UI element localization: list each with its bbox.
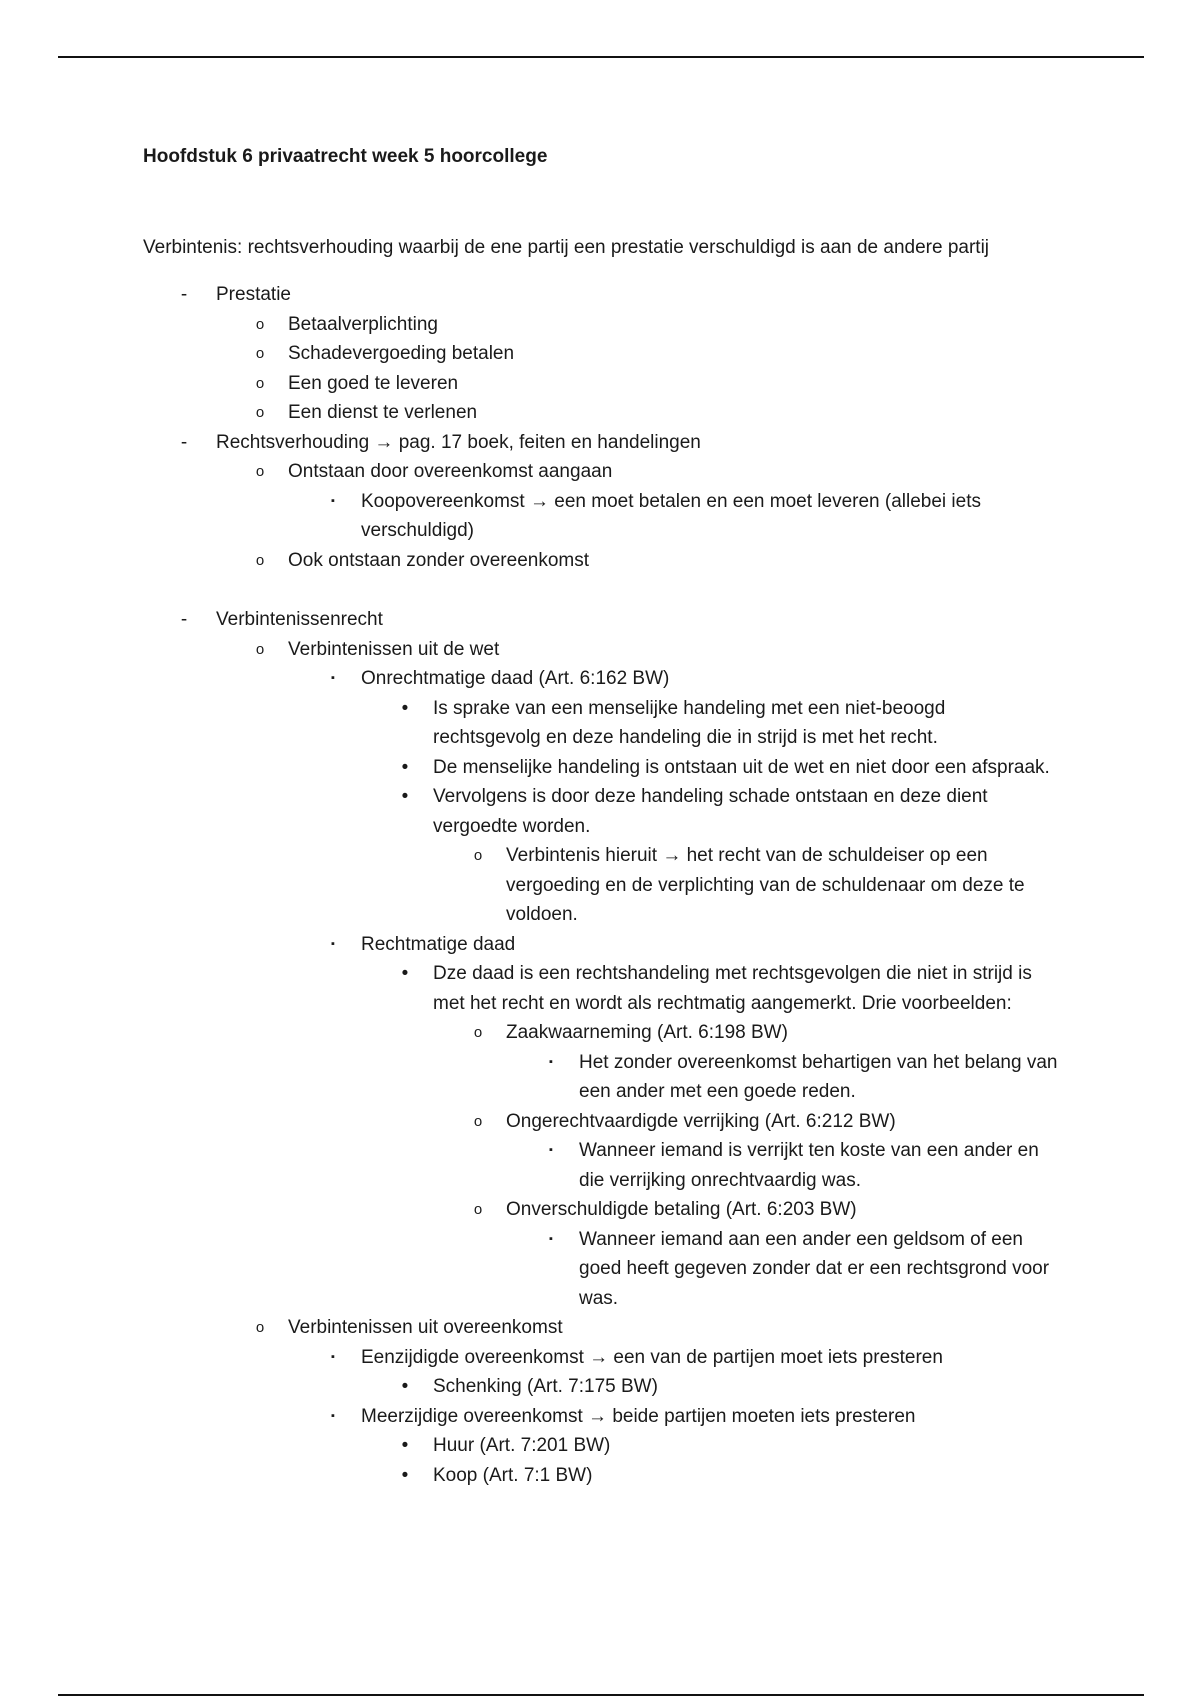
bottom-rule: [58, 1694, 1144, 1696]
outline-item-text: Ontstaan door overeenkomst aangaan: [288, 461, 613, 482]
outline-item: [0, 1402, 1200, 1432]
outline-list: [0, 280, 1200, 1490]
list-marker-bullet: •: [401, 963, 409, 984]
list-marker-bullet: •: [401, 786, 409, 807]
outline-item-text: Vervolgens is door deze handeling schade ontstaan en deze dient vergoedte worden.: [433, 786, 988, 837]
list-marker-bullet: •: [401, 1376, 409, 1397]
list-marker-circle: o: [255, 404, 265, 421]
list-marker-circle: o: [255, 1319, 265, 1336]
outline-item-text: Huur (Art. 7:201 BW): [433, 1435, 611, 1456]
outline-item: [0, 280, 1200, 310]
list-marker-square: ▪: [549, 1055, 553, 1068]
outline-item-text: Is sprake van een menselijke handeling met een niet-beoogd rechtsgevolg en deze handeling die in strijd is met het recht.: [433, 697, 946, 748]
list-marker-dash: -: [180, 609, 188, 630]
outline-item-text: Prestatie: [216, 284, 291, 305]
outline-item: [0, 369, 1200, 399]
page-title: Hoofdstuk 6 privaatrecht week 5 hoorcollege: [143, 146, 548, 167]
outline-item: [0, 1343, 1200, 1373]
outline-item-text: Ongerechtvaardigde verrijking (Art. 6:212 BW): [506, 1110, 896, 1132]
list-marker-circle: o: [473, 1112, 483, 1130]
list-marker-square: ▪: [549, 1232, 553, 1245]
outline-item-text: Een goed te leveren: [288, 372, 459, 394]
list-marker-circle: o: [255, 551, 265, 569]
outline-item-text: De menselijke handeling is ontstaan uit de wet en niet door een afspraak.: [433, 756, 1050, 778]
outline-item: [0, 1136, 1200, 1195]
outline-item: [0, 959, 1200, 1018]
outline-item: [0, 1313, 1200, 1343]
list-marker-square: ▪: [331, 672, 335, 684]
list-marker-square: ▪: [331, 1350, 335, 1363]
outline-item-text: Eenzijdigde overeenkomst → een van de partijen moet iets presteren: [361, 1346, 943, 1368]
intro-definition: Verbintenis: rechtsverhouding waarbij de ene partij een prestatie verschuldigd is aan de andere partij: [143, 237, 990, 258]
outline-item: [0, 457, 1200, 487]
outline-item-text: Dze daad is een rechtshandeling met rechtsgevolgen die niet in strijd is met het recht en wordt als rechtmatig aangemerkt. Drie voorbeelden:: [433, 963, 1032, 1014]
list-marker-dash: -: [180, 284, 188, 305]
list-marker-dash: -: [180, 431, 188, 453]
list-marker-circle: o: [473, 1024, 483, 1041]
outline-item: [0, 546, 1200, 576]
outline-item-text: Verbintenissenrecht: [216, 609, 383, 630]
outline-item: [0, 605, 1200, 635]
outline-item-text: Wanneer iemand is verrijkt ten koste van een ander en die verrijking onrechtvaardig was.: [579, 1140, 1039, 1191]
outline-item-text: Verbintenis hieruit → het recht van de schuldeiser op een vergoeding en de verplichting van de schuldenaar om deze te voldoen.: [506, 845, 1025, 925]
list-marker-circle: o: [255, 640, 265, 658]
outline-item-text: Rechtmatige daad: [361, 933, 516, 955]
outline-item-text: Wanneer iemand aan een ander een geldsom of een goed heeft gegeven zonder dat er een rechtsgrond voor was.: [579, 1228, 1050, 1309]
list-marker-circle: o: [255, 463, 265, 480]
list-marker-square: ▪: [331, 494, 335, 507]
outline-item: [0, 339, 1200, 369]
outline-item: [0, 1225, 1200, 1314]
outline-item: [0, 1195, 1200, 1225]
outline-item: [0, 930, 1200, 960]
outline-item-text: Een dienst te verlenen: [288, 402, 478, 423]
list-marker-bullet: •: [401, 756, 409, 778]
outline-item: [0, 398, 1200, 428]
outline-item-text: Meerzijdige overeenkomst → beide partijen moeten iets presteren: [361, 1405, 916, 1427]
outline-item: [0, 487, 1200, 546]
outline-item-text: Onrechtmatige daad (Art. 6:162 BW): [361, 668, 670, 689]
list-marker-circle: o: [255, 374, 265, 392]
outline-item: [0, 1018, 1200, 1048]
list-marker-circle: o: [473, 1201, 483, 1218]
list-marker-bullet: •: [401, 1464, 409, 1486]
outline-item-text: Ook ontstaan zonder overeenkomst: [288, 549, 590, 571]
outline-item: [0, 1372, 1200, 1402]
outline-item: [0, 1431, 1200, 1461]
outline-item-text: Schadevergoeding betalen: [288, 343, 515, 364]
outline-item: [0, 1107, 1200, 1137]
list-marker-square: ▪: [331, 1409, 335, 1422]
outline-item: [0, 753, 1200, 783]
outline-item: [0, 694, 1200, 753]
outline-item-text: Schenking (Art. 7:175 BW): [433, 1376, 658, 1397]
outline-item-text: Zaakwaarneming (Art. 6:198 BW): [506, 1022, 788, 1043]
outline-item-text: Onverschuldigde betaling (Art. 6:203 BW): [506, 1199, 857, 1220]
outline-item: [0, 782, 1200, 841]
list-marker-bullet: •: [401, 1435, 409, 1456]
list-marker-circle: o: [255, 345, 265, 362]
list-marker-bullet: •: [401, 697, 409, 719]
outline-item: [0, 664, 1200, 694]
outline-item-text: Het zonder overeenkomst behartigen van het belang van een ander met een goede reden.: [579, 1051, 1058, 1102]
outline-item: [0, 1461, 1200, 1491]
list-marker-square: ▪: [331, 937, 335, 950]
outline-item: [0, 428, 1200, 458]
outline-item-text: Koopovereenkomst → een moet betalen en een moet leveren (allebei iets verschuldigd): [361, 490, 981, 541]
list-marker-circle: o: [473, 847, 483, 864]
outline-item-text: Verbintenissen uit de wet: [288, 638, 500, 660]
outline-item-text: Betaalverplichting: [288, 313, 438, 335]
outline-item-text: Rechtsverhouding → pag. 17 boek, feiten en handelingen: [216, 431, 701, 453]
outline-item: [0, 310, 1200, 340]
outline-item-text: Verbintenissen uit overeenkomst: [288, 1317, 563, 1338]
list-marker-circle: o: [255, 315, 265, 333]
list-marker-square: ▪: [549, 1144, 553, 1156]
outline-item-text: Koop (Art. 7:1 BW): [433, 1464, 593, 1486]
outline-item: [0, 635, 1200, 665]
top-rule: [58, 56, 1144, 58]
outline-item: [0, 1048, 1200, 1107]
outline-item: [0, 841, 1200, 930]
